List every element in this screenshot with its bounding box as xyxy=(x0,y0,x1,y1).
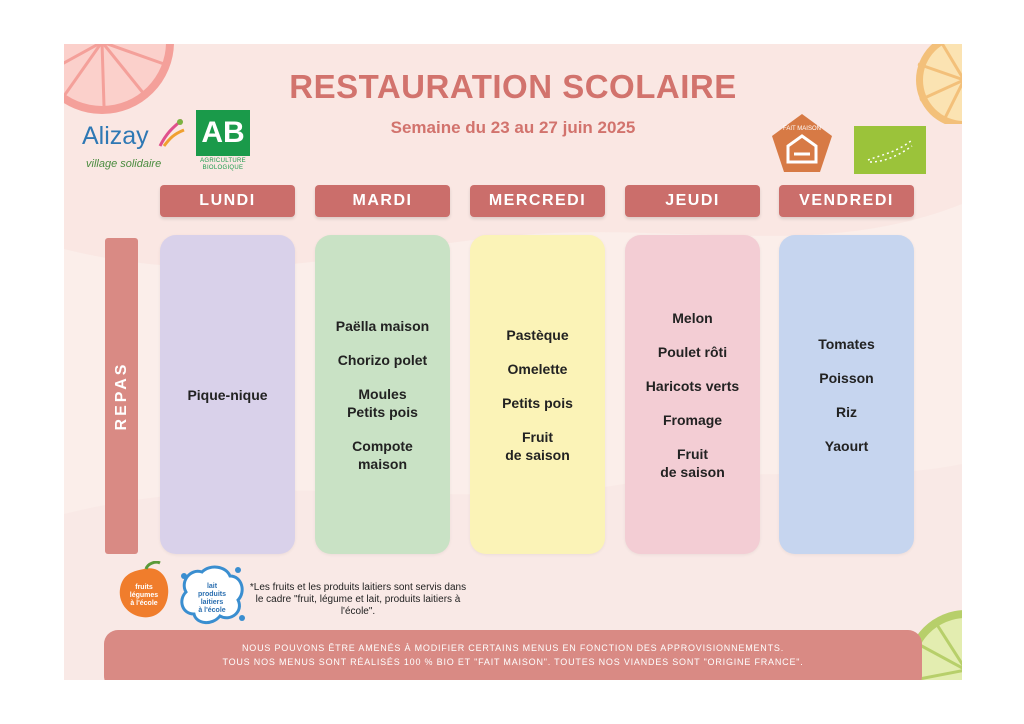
page-title: RESTAURATION SCOLAIRE xyxy=(289,68,737,105)
menu-item: Haricots verts xyxy=(645,377,740,394)
svg-text:à l'école: à l'école xyxy=(130,600,158,607)
svg-text:à l'école: à l'école xyxy=(198,607,226,614)
day-header-vendredi: VENDREDI xyxy=(779,185,914,217)
day-header-lundi: LUNDI xyxy=(160,185,295,217)
menu-item: Petits pois xyxy=(502,394,573,411)
alizay-figure-icon xyxy=(156,116,186,150)
lait-produits-laitiers-logo-icon xyxy=(176,562,246,626)
menu-item: Melon xyxy=(672,309,713,326)
menu-item: Fromage xyxy=(662,411,723,428)
menu-item: Fruit de saison xyxy=(505,428,570,463)
menu-item: Pastèque xyxy=(506,326,569,343)
fait-maison-icon xyxy=(770,112,834,174)
menu-column-mercredi xyxy=(470,235,605,554)
week-subtitle: Semaine du 23 au 27 juin 2025 xyxy=(390,118,636,137)
ab-letters: AB xyxy=(196,110,250,156)
menu-item: Moules Petits pois xyxy=(347,385,418,420)
menu-column-mardi xyxy=(315,235,450,554)
svg-text:laitiers: laitiers xyxy=(200,599,224,606)
menu-item: Tomates xyxy=(818,335,875,352)
menu-item: Chorizo polet xyxy=(337,351,428,368)
day-header-mercredi: MERCREDI xyxy=(470,185,605,217)
ab-label: AGRICULTURE BIOLOGIQUE xyxy=(200,158,246,171)
menu-item: Yaourt xyxy=(824,437,869,454)
info-banner xyxy=(104,630,922,680)
svg-text:produits: produits xyxy=(198,591,226,598)
banner-line-1: NOUS POUVONS ÊTRE AMENÉS À MODIFIER CERTAINS MENUS EN FONCTION DES APPROVISIONNEMENTS. xyxy=(241,643,785,653)
menu-column-vendredi xyxy=(779,235,914,554)
day-header-jeudi: JEUDI xyxy=(625,185,760,217)
svg-text:fruits: fruits xyxy=(135,584,153,591)
alizay-logo xyxy=(82,116,192,174)
menu-item: Poulet rôti xyxy=(657,343,728,360)
fruits-legumes-logo-icon xyxy=(116,561,172,621)
day-header-mardi: MARDI xyxy=(315,185,450,217)
eu-organic-logo xyxy=(854,126,926,174)
menu-item: Poisson xyxy=(819,369,874,386)
banner-line-2: TOUS NOS MENUS SONT RÉALISÉS 100 % BIO ET "FAIT MAISON". TOUTES NOS VIANDES SONT "ORIGINE FRANCE". xyxy=(222,657,804,667)
menu-item: Fruit de saison xyxy=(660,445,725,480)
menu-page xyxy=(64,44,962,680)
repas-label: REPAS xyxy=(112,361,130,431)
footnote: *Les fruits et les produits laitiers sont servis dans le cadre "fruit, légume et lait, produits laitiers à l'école". xyxy=(249,582,467,617)
alizay-tagline: village solidaire xyxy=(86,158,162,170)
menu-item: Paëlla maison xyxy=(335,317,430,334)
menu-column-jeudi xyxy=(625,235,760,554)
menu-column-lundi xyxy=(160,235,295,554)
svg-text:légumes: légumes xyxy=(129,592,159,599)
svg-text:lait: lait xyxy=(206,583,218,590)
ab-bio-logo xyxy=(196,110,250,176)
menu-item: Omelette xyxy=(507,360,568,377)
repas-row-label xyxy=(105,238,138,554)
menu-item: Riz xyxy=(836,403,857,420)
menu-item: Pique-nique xyxy=(187,386,268,403)
eu-leaf-icon xyxy=(854,126,926,174)
svg-text:FAIT MAISON: FAIT MAISON xyxy=(783,126,821,132)
alizay-name: Alizay xyxy=(82,122,149,150)
menu-item: Compote maison xyxy=(352,437,413,472)
